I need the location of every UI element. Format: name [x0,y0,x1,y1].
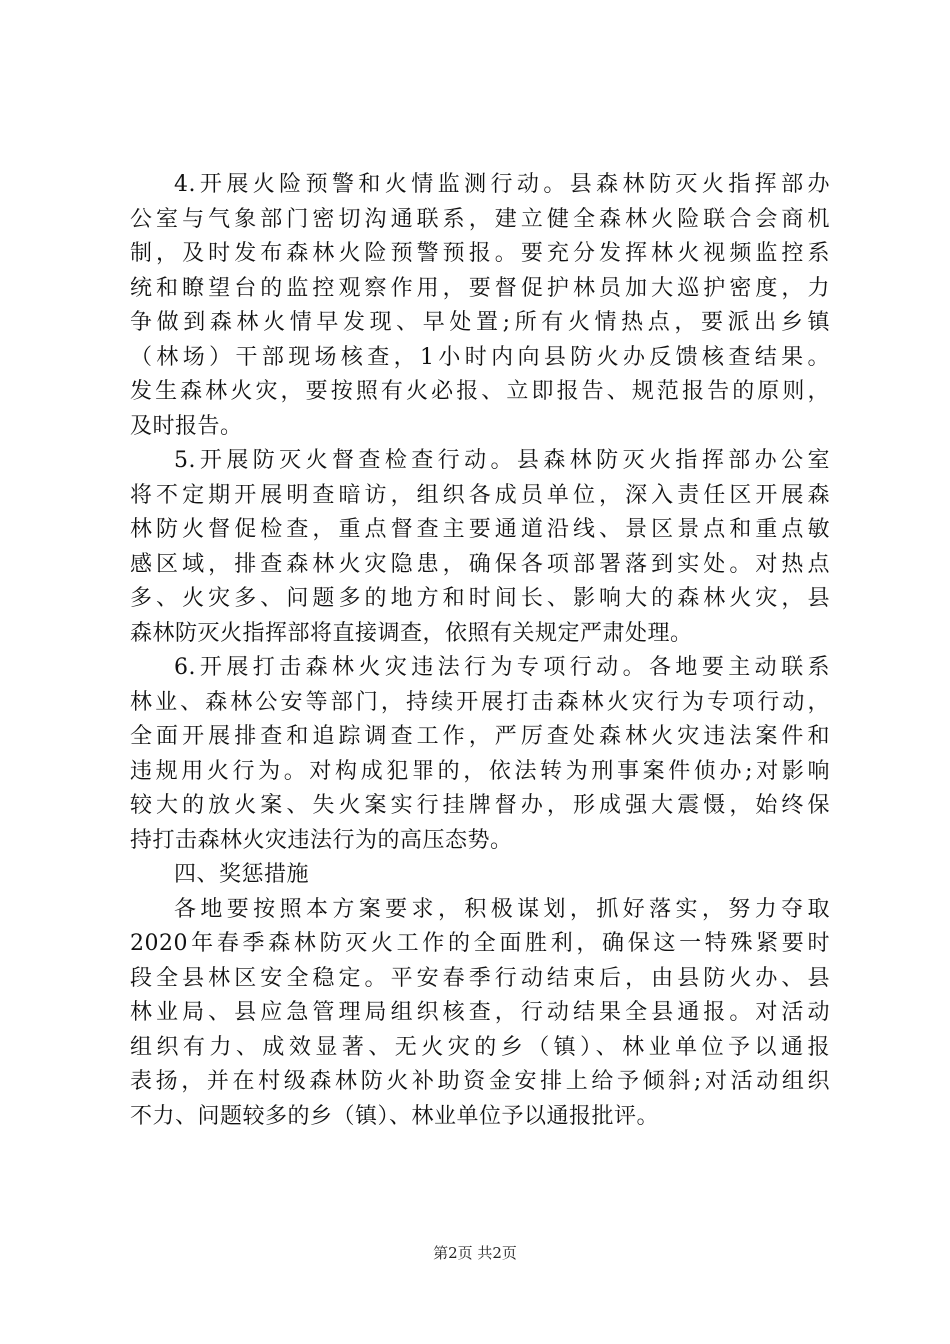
text-line: 不力、问题较多的乡（镇）、林业单位予以通报批评。 [130,1103,660,1129]
text-line: 2020年春季森林防灭火工作的全面胜利，确保这一特殊紧要时 [130,931,830,956]
document-body [130,168,830,1134]
text-line: 林业、森林公安等部门，持续开展打击森林火灾行为专项行动， [130,689,830,715]
text-line: 多、火灾多、问题多的地方和时间长、影响大的森林火灾，县 [130,586,830,611]
text-line: 发生森林火灾，要按照有火必报、立即报告、规范报告的原则， [130,379,830,404]
text-line: 4.开展火险预警和火情监测行动。县森林防灭火指挥部办 [174,172,830,197]
page-number-footer: 第2页 共2页 [433,1244,517,1262]
text-line: 5.开展防灭火督查检查行动。县森林防灭火指挥部办公室 [174,448,830,473]
text-line: 争做到森林火情早发现、早处置;所有火情热点，要派出乡镇 [130,310,830,335]
text-line: 统和瞭望台的监控观察作用，要督促护林员加大巡护密度，力 [130,275,830,301]
text-line: 林业局、县应急管理局组织核查，行动结果全县通报。对活动 [130,1000,830,1025]
paragraph-inspection [130,444,830,651]
text-line: 较大的放火案、失火案实行挂牌督办，形成强大震慑，始终保 [130,793,830,818]
text-line: 表扬，并在村级森林防火补助资金安排上给予倾斜;对活动组织 [130,1069,830,1094]
text-line: 制，及时发布森林火险预警预报。要充分发挥林火视频监控系 [130,241,830,266]
text-line: 林防火督促检查，重点督查主要通道沿线、景区景点和重点敏 [130,517,830,542]
text-line: 段全县林区安全稳定。平安春季行动结束后，由县防火办、县 [130,965,830,991]
paragraph-crackdown [130,651,830,858]
text-line: 各地要按照本方案要求，积极谋划，抓好落实，努力夺取 [174,896,830,922]
text-line: 森林防灭火指挥部将直接调查，依照有关规定严肃处理。 [130,620,693,646]
section-heading-rewards [130,858,830,893]
text-line: 公室与气象部门密切沟通联系，建立健全森林火险联合会商机 [130,206,830,232]
text-line: 及时报告。 [130,413,243,439]
text-line: （林场）干部现场核查，1小时内向县防火办反馈核查结果。 [130,344,830,370]
paragraph-rewards [130,893,830,1135]
text-line: 持打击森林火灾违法行为的高压态势。 [130,827,513,853]
text-line: 6.开展打击森林火灾违法行为专项行动。各地要主动联系 [174,655,830,680]
text-line: 组织有力、成效显著、无火灾的乡（镇）、林业单位予以通报 [130,1034,830,1060]
section-heading: 四、奖惩措施 [174,862,310,887]
text-line: 违规用火行为。对构成犯罪的，依法转为刑事案件侦办;对影响 [130,758,830,784]
text-line: 感区域，排查森林火灾隐患，确保各项部署落到实处。对热点 [130,551,830,577]
text-line: 将不定期开展明查暗访，组织各成员单位，深入责任区开展森 [130,482,830,508]
text-line: 全面开展排查和追踪调查工作，严厉查处森林火灾违法案件和 [130,724,830,749]
paragraph-fire-warning [130,168,830,444]
